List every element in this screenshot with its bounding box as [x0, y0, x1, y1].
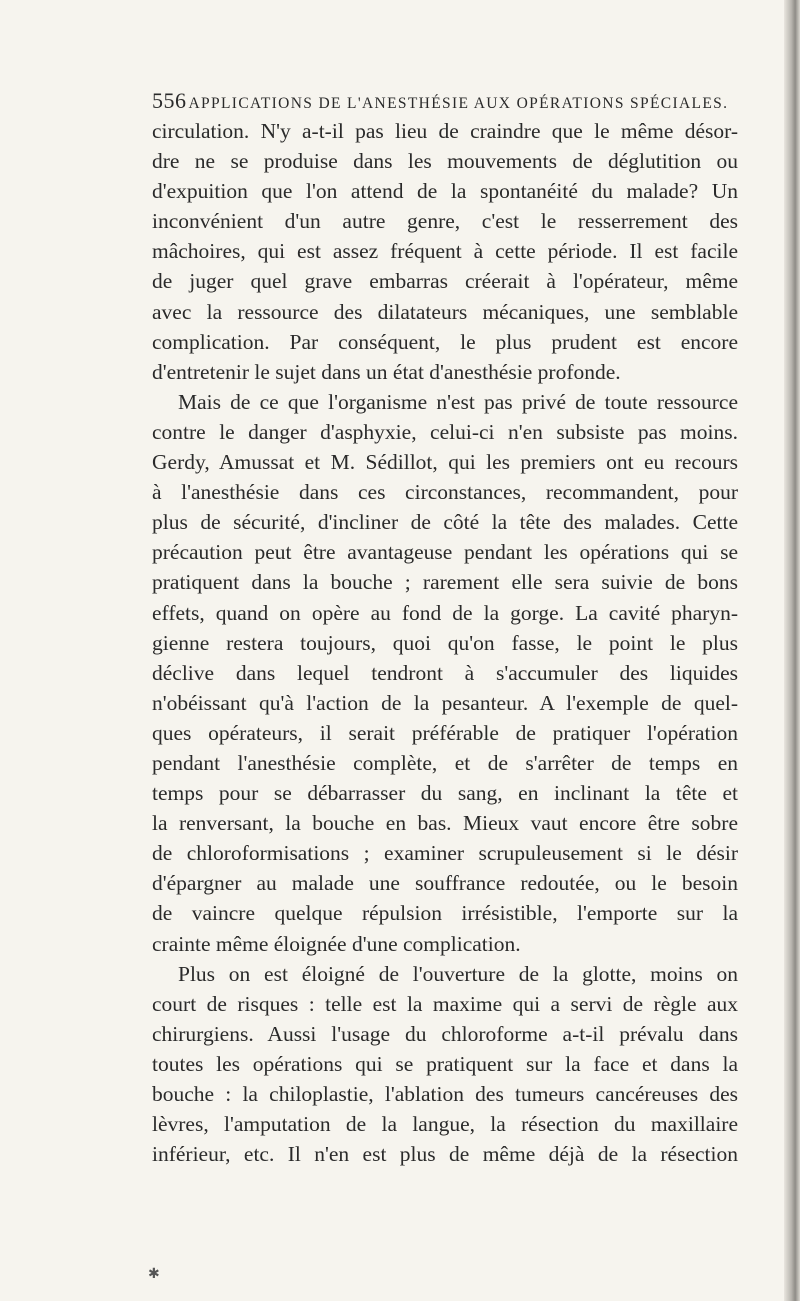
text-line: mâchoires, qui est assez fréquent à cette période. Il est facile	[152, 239, 738, 264]
text-line: pratiquent dans la bouche ; rarement elle sera suivie de bons	[152, 570, 738, 595]
text-line: effets, quand on opère au fond de la gorge. La cavité pharyn-	[152, 600, 738, 625]
running-title: APPLICATIONS DE L'ANESTHÉSIE AUX OPÉRATIONS SPÉCIALES.	[188, 95, 729, 112]
text-line: dre ne se produise dans les mouvements de déglutition ou	[152, 149, 738, 174]
text-line: inconvénient d'un autre genre, c'est le resserrement des	[152, 209, 738, 234]
text-line: d'expuition que l'on attend de la spontanéité du malade? Un	[152, 179, 738, 204]
running-header	[152, 88, 752, 118]
text-line: bouche : la chiloplastie, l'ablation des tumeurs cancéreuses des	[152, 1082, 738, 1106]
ink-blot-icon: ✱	[148, 1267, 160, 1282]
text-line: de juger quel grave embarras créerait à l'opérateur, même	[152, 269, 738, 294]
text-line: lèvres, l'amputation de la langue, la résection du maxillaire	[152, 1112, 738, 1137]
text-line: plus de sécurité, d'incliner de côté la tête des malades. Cette	[152, 510, 738, 535]
text-line: crainte même éloignée d'une complication.	[152, 931, 521, 956]
page-number: 556	[152, 88, 187, 113]
text-line: de chloroformisations ; examiner scrupuleusement si le désir	[152, 841, 738, 866]
text-line: d'épargner au malade une souffrance redoutée, ou le besoin	[152, 871, 738, 896]
text-line: de vaincre quelque répulsion irrésistible, l'emporte sur la	[152, 901, 738, 926]
paragraph-start-line: Plus on est éloigné de l'ouverture de la glotte, moins on	[178, 961, 738, 986]
text-line: toutes les opérations qui se pratiquent sur la face et dans la	[152, 1051, 738, 1076]
text-line: complication. Par conséquent, le plus prudent est encore	[152, 329, 738, 354]
text-line: Gerdy, Amussat et M. Sédillot, qui les premiers ont eu recours	[152, 450, 738, 475]
text-line: déclive dans lequel tendront à s'accumuler des liquides	[152, 660, 738, 685]
text-line: inférieur, etc. Il n'en est plus de même déjà de la résection	[152, 1142, 738, 1167]
body-text	[152, 116, 738, 1169]
text-line: précaution peut être avantageuse pendant les opérations qui se	[152, 540, 738, 565]
text-line: court de risques : telle est la maxime qui a servi de règle aux	[152, 991, 738, 1016]
text-line: gienne restera toujours, quoi qu'on fasse, le point le plus	[152, 630, 738, 655]
text-line: contre le danger d'asphyxie, celui-ci n'en subsiste pas moins.	[152, 419, 738, 444]
text-line: circulation. N'y a-t-il pas lieu de craindre que le même désor-	[152, 119, 738, 143]
text-line: chirurgiens. Aussi l'usage du chloroforme a-t-il prévalu dans	[152, 1021, 738, 1046]
page-edge	[784, 0, 800, 1301]
paragraph-start-line: Mais de ce que l'organisme n'est pas privé de toute ressource	[178, 389, 738, 414]
text-line: ques opérateurs, il serait préférable de pratiquer l'opération	[152, 720, 738, 745]
text-line: pendant l'anesthésie complète, et de s'arrêter de temps en	[152, 750, 738, 775]
text-line: temps pour se débarrasser du sang, en inclinant la tête et	[152, 781, 738, 806]
text-line: n'obéissant qu'à l'action de la pesanteur. A l'exemple de quel-	[152, 690, 738, 715]
text-line: la renversant, la bouche en bas. Mieux vaut encore être sobre	[152, 811, 738, 836]
text-line: d'entretenir le sujet dans un état d'anesthésie profonde.	[152, 359, 621, 384]
text-line: à l'anesthésie dans ces circonstances, recommandent, pour	[152, 480, 738, 505]
text-line: avec la ressource des dilatateurs mécaniques, une semblable	[152, 299, 738, 324]
